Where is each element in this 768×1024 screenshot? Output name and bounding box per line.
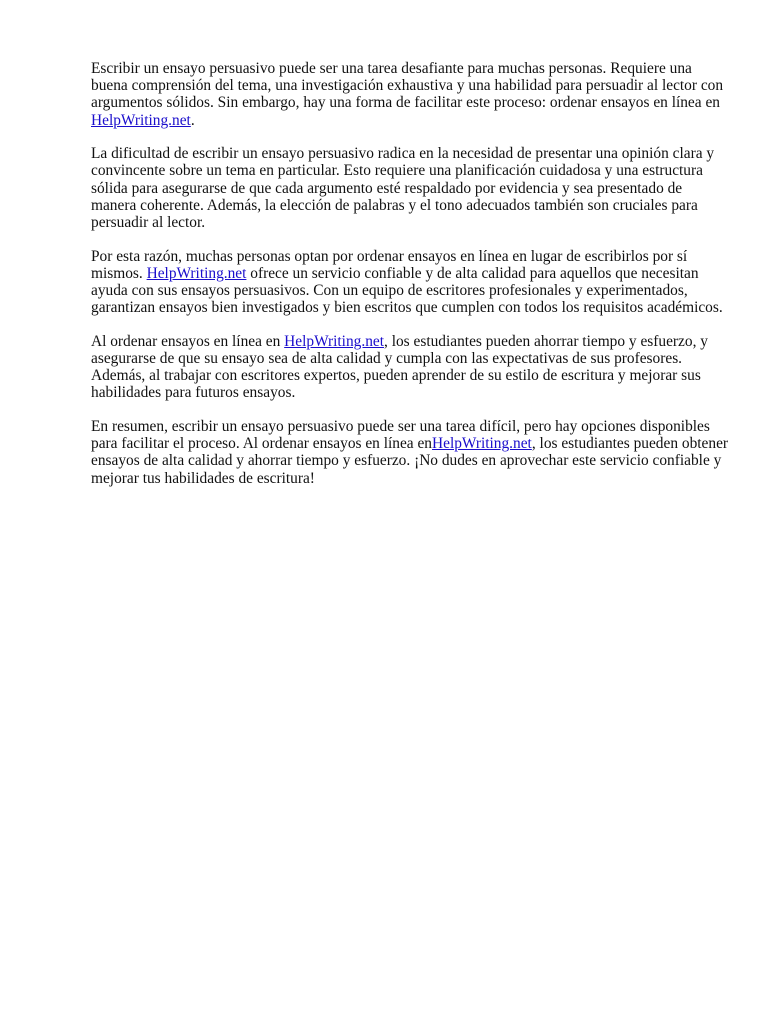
paragraph-benefits	[91, 333, 731, 402]
paragraph-summary	[91, 418, 731, 487]
paragraph-text: ofrece un servicio confiable y de alta calidad para aquellos que necesitan ayuda con sus ensayos persuasivos. Con un equipo de escritores profesionales y experimentados, garantizan ensayos bien investigados y bien escritos que cumplen con todos los requisitos académicos.	[91, 264, 723, 317]
paragraph-text: Por esta razón, muchas personas optan por ordenar ensayos en línea en lugar de escribirlos por sí mismos.	[91, 247, 688, 282]
helpwriting-link[interactable]: HelpWriting.net	[146, 264, 247, 282]
document-body	[91, 60, 731, 503]
helpwriting-link[interactable]: HelpWriting.net	[91, 111, 191, 129]
helpwriting-link[interactable]: HelpWriting.net	[284, 332, 384, 350]
paragraph-difficulty	[91, 145, 731, 231]
helpwriting-link[interactable]: HelpWriting.net	[432, 435, 532, 453]
paragraph-intro	[91, 60, 731, 129]
paragraph-text: Escribir un ensayo persuasivo puede ser una tarea desafiante para muchas personas. Requiere una buena comprensión del tema, una investigación exhaustiva y una habilidad para persuadir al lector con argumentos sólidos. Sin embargo, hay una forma de facilitar este proceso: ordenar ensayos en línea en	[91, 60, 724, 112]
paragraph-text: En resumen, escribir un ensayo persuasivo puede ser una tarea difícil, pero hay opciones disponibles para facilitar el proceso. Al ordenar ensayos en línea en	[91, 418, 710, 453]
paragraph-reason	[91, 248, 731, 317]
paragraph-text: Al ordenar ensayos en línea en	[91, 332, 285, 350]
paragraph-text: , los estudiantes pueden ahorrar tiempo y esfuerzo, y asegurarse de que su ensayo sea de alta calidad y cumpla con las expectativas de sus profesores. Además, al trabajar con escritores expertos, pueden aprender de su estilo de escritura y mejorar sus habilidades para futuros ensayos.	[91, 332, 708, 402]
paragraph-text: La dificultad de escribir un ensayo persuasivo radica en la necesidad de presentar una opinión clara y convincente sobre un tema en particular. Esto requiere una planificación cuidadosa y una estructura sólida para asegurarse de que cada argumento esté respaldado por evidencia y sea presentado de manera coherente. Además, la elección de palabras y el tono adecuados también son cruciales para persuadir al lector.	[91, 145, 715, 232]
paragraph-text: .	[190, 111, 195, 129]
paragraph-text: , los estudiantes pueden obtener ensayos de alta calidad y ahorrar tiempo y esfuerzo. ¡No dudes en aprovechar este servicio confiable y mejorar tus habilidades de escritura!	[91, 435, 729, 487]
